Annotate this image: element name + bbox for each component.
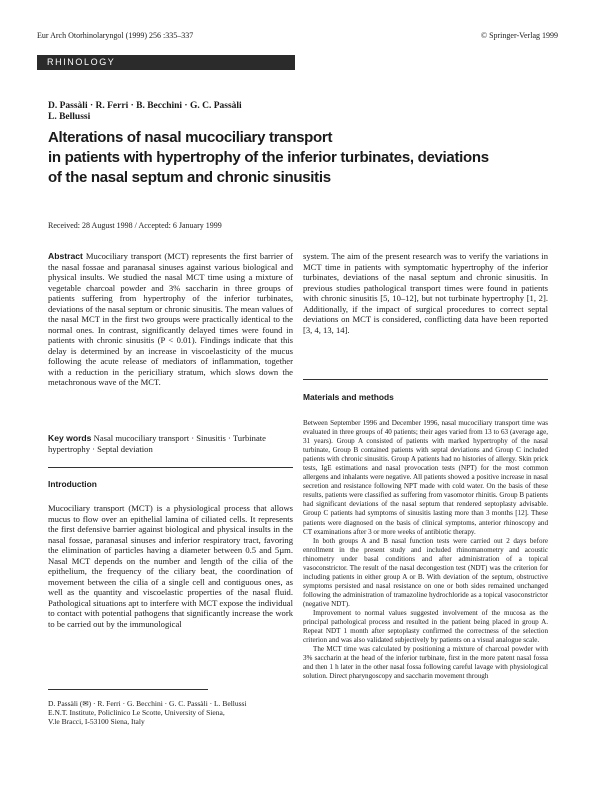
affiliation-line-2: E.N.T. Institute, Policlinico Le Scotte, University of Siena, [48,708,225,718]
journal-citation: Eur Arch Otorhinolaryngol (1999) 256 :335–337 [37,31,194,40]
methods-paragraph-2: In both groups A and B nasal function tests were carried out 2 days before enrollment in the present study and included rhinomanometry and acoustic rhinometry under basal conditions and after administration of a topical vasoconstrictor. The result of the nasal decongestion test (NDT) was the criterion for including patients in either group A or B. With deviation of the septum, obstructive symptoms persisted and nasal resistance on one or both sides remained unchanged following the administration of tramazoline hydrochloride as a topical vasoconstrictor (negative NDT). [303,536,548,608]
affiliation-line-3: V.le Bracci, I-53100 Siena, Italy [48,717,145,727]
intro-continuation-paragraph: system. The aim of the present research was to verify the variations in MCT time in patients with symptomatic hypertrophy of the inferior turbinates, deviations of the nasal septum and chronic sinusitis. In previous studies pathological transport times were found in patients with chronic sinusitis [5, 10–12], but not turbinate hypertrophy [1, 2]. Additionally, if the impact of surgical procedures to correct septal deviations on MCT is considered, conflicting data have been reported [3, 4, 13, 14]. [303,251,548,335]
introduction-text [48,503,293,629]
received-dates: Received: 28 August 1998 / Accepted: 6 January 1999 [48,221,222,230]
copyright-notice: © Springer-Verlag 1999 [480,31,558,40]
title-line-2: in patients with hypertrophy of the inferior turbinates, deviations [48,149,489,166]
introduction-heading: Introduction [48,479,97,489]
methods-heading: Materials and methods [303,392,394,402]
keywords-text: Nasal mucociliary transport · Sinusitis · Turbinate hypertrophy · Septal deviation [48,433,266,454]
introduction-paragraph: Mucociliary transport (MCT) is a physiological process that allows mucus to flow over an epithelial lamina of ciliated cells. It represents the first defensive barrier against biological and physical insults in the nasal fossae, paranasal sinuses and inferior respiratory tract, favoring the elimination of particles having a diameter between 0.5 and 5µm. Nasal MCT depends on the number and length of the cilia of the epithelium, the frequency of the ciliary beat, the coordination of movement between the cilia of a single cell and contiguous ones, as well as the quantity and viscoelastic properties of the nasal fluid. Pathological situations apt to interfere with MCT expose the individual to contact with potential pathogens that significantly increase the work to be carried out by the immunological [48,503,293,629]
authors-line-1: D. Passàli · R. Ferri · B. Becchini · G. C. Passàli [48,101,242,111]
abstract [48,251,293,388]
abstract-text: Mucociliary transport (MCT) represents the first barrier of the nasal fossae and paranasal sinuses against various biological and physical insults. We studied the nasal MCT time using a mixture of vegetable charcoal powder and 3% saccharin in three groups of patients suffering from hypertrophy of the inferior turbinates, deviations of the nasal septum or chronic sinusitis. The mean values of the nasal MCT in the first two groups were practically identical to the normal ones. In contrast, significantly delayed times were found in patients with chronic sinusitis (P < 0.01). Findings indicate that this delay is determined by an increase in viscoelasticity of the mucus following the acute release of mediators of inflammation, together with a reduction in the periciliary stratum, which slows down the metachronous wave of the MCT. [48,251,293,387]
introduction-rule [48,467,293,468]
author-list [48,101,308,123]
footnote-rule [48,689,208,690]
abstract-label: Abstract [48,251,83,261]
title-line-3: of the nasal septum and chronic sinusitis [48,169,331,186]
author-affiliation [48,699,298,727]
methods-paragraph-1: Between September 1996 and December 1996, nasal mucociliary transport time was evaluated in three groups of 40 patients; their ages varied from 13 to 63 (average age, 31 years). Group A consisted of patients with marked hypertrophy of the nasal turbinate, Group B contained patients with septal deviations and Group C included patients with chronic sinusitis. Group A patients had no histories of allergy. Skin prick tests, IgE estimations and nasal provocation tests (NPT) for the most common allergens and inhalants were negative. All patients showed a positive increase in nasal secretion and resistance following NPT made with cold water. On the basis of these results, patients were classified as suffering from vasomotor rhinitis. Group B patients had significant deviations of the nasal septum that rendered septoplasty advisable. Group C patients had symptoms of sinusitis lasting more than 3 months [12]. These patients were diagnosed on the basis of clinical symptoms, anterior rhinoscopy and CT examinations after 3 or more weeks of antibiotic therapy. [303,419,548,536]
methods-rule [303,379,548,380]
affiliation-line-1: D. Passàli (✉) · R. Ferri · G. Becchini · G. C. Passàli · L. Bellussi [48,699,247,708]
keywords [48,433,293,454]
methods-paragraph-4: The MCT time was calculated by positioning a mixture of charcoal powder with 3% saccharin at the head of the inferior turbinate, first in the more patent nasal fossa and then 1 h later in the other nasal fossa following careful lavage with physiological solution. Direct pharyngoscopy and saccharin movement through [303,645,548,681]
methods-text [303,419,548,681]
title-line-1: Alterations of nasal mucociliary transport [48,129,333,146]
article-title [48,128,558,188]
keywords-label: Key words [48,433,92,443]
methods-paragraph-3: Improvement to normal values suggested involvement of the mucosa as the principal pathological process and resulted in the patient being placed in group A. Repeat NDT 1 month after septoplasty confirmed the correctness of the selection criterion and was also validated subjectively by patients on a visual analogue scale. [303,608,548,645]
section-tag: RHINOLOGY [37,55,295,70]
intro-continuation [303,251,548,335]
authors-line-2: L. Bellussi [48,112,91,122]
